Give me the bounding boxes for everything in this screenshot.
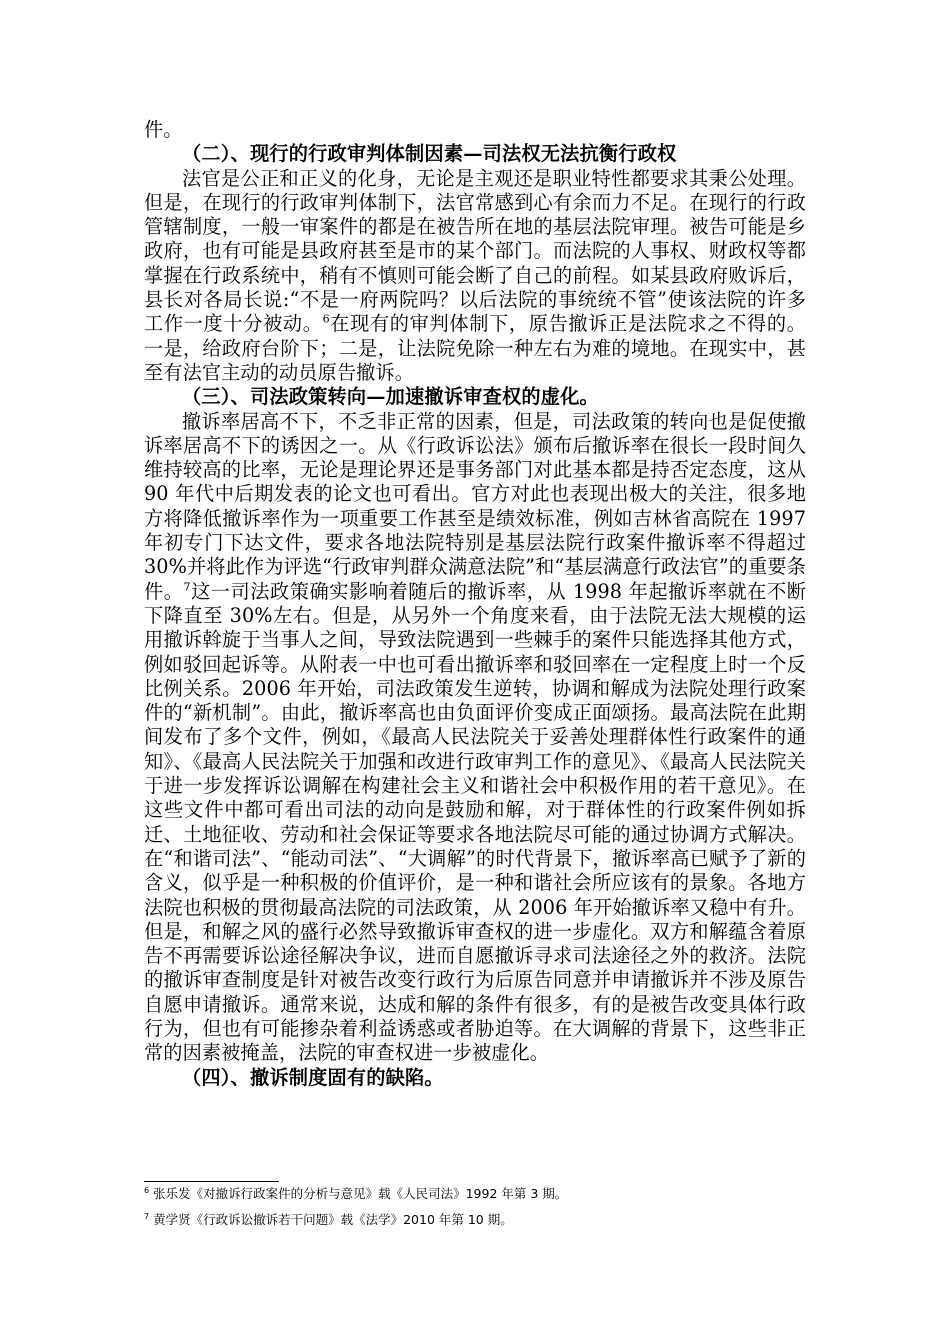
footnote-text: 张乐发《对撤诉行政案件的分析与意见》载《人民司法》1992 年第 3 期。 bbox=[153, 1186, 568, 1201]
document-body bbox=[144, 118, 806, 1090]
footnote-number: 6 bbox=[144, 1185, 150, 1195]
paragraph-text: 撤诉率居高不下，不乏非正常的因素，但是，司法政策的转向也是促使撤诉率居高不下的诱因之一。从《行政诉讼法》颁布后撤诉率在很长一段时间久维持较高的比率，无论是理论界还是事务部门对此基本都是持否定态度，这从 90 年代中后期发表的论文也可看出。官方对此也表现出极大的关注，很多地方将降低撤诉率作为一项重要工作甚至是绩效标准，例如吉林省高院在 1997 年初专门下达文件，要求各地法院特别是基层法院行政案件撤诉率不得超过 30%并将此作为评选“行政审判群众满意法院”和“基层满意行政法官”的重要条件。 bbox=[144, 409, 806, 603]
footnote-number: 7 bbox=[144, 1211, 150, 1221]
continuation-text: 件。 bbox=[144, 118, 183, 141]
section-3-paragraph bbox=[144, 410, 806, 1066]
paragraph-text: 在现有的审判体制下，原告撤诉正是法院求之不得的。一是，给政府台阶下；二是，让法院免除一种左右为难的境地。在现实中，甚至有法官主动的动员原告撤诉。 bbox=[144, 312, 806, 384]
footnote-ref-7[interactable]: 7 bbox=[183, 580, 191, 594]
section-2-paragraph bbox=[144, 167, 806, 386]
footnote-ref-6[interactable]: 6 bbox=[322, 312, 330, 326]
footnote-separator bbox=[144, 1181, 279, 1182]
footnotes bbox=[144, 1181, 806, 1238]
paragraph-text: 这一司法政策确实影响着随后的撤诉率，从 1998 年起撤诉率就在不断下降直至 30%左右。但是，从另外一个角度来看，由于法院无法大规模的运用撤诉斡旋于当事人之间，导致法院遇到一些棘手的案件只能选择其他方式，例如驳回起诉等。从附表一中也可看出撤诉率和驳回率在一定程度上时一个反比例关系。2006 年开始，司法政策发生逆转，协调和解成为法院处理行政案件的“新机制”。由此，撤诉率高也由负面评价变成正面颂扬。最高法院在此期间发布了多个文件，例如，《最高人民法院关于妥善处理群体性行政案件的通知》、《最高人民法院关于加强和改进行政审判工作的意见》、《最高人民法院关于进一步发挥诉讼调解在构建社会主义和谐社会中积极作用的若干意见》。在这些文件中都可看出司法的动向是鼓励和解，对于群体性的行政案件例如拆迁、土地征收、劳动和社会保证等要求各地法院尽可能的通过协调方式解决。在“和谐司法”、“能动司法”、“大调解”的时代背景下，撤诉率高已赋予了新的含义，似乎是一种积极的价值评价，是一种和谐社会所应该有的景象。各地方法院也积极的贯彻最高法院的司法政策，从 2006 年开始撤诉率又稳中有升。但是，和解之风的盛行必然导致撤诉审查权的进一步虚化。双方和解蕴含着原告不再需要诉讼途径解决争议，进而自愿撤诉寻求司法途径之外的救济。法院的撤诉审查制度是针对被告改变行政行为后原告同意并申请撤诉并不涉及原告自愿申请撤诉。通常来说，达成和解的条件有很多，有的是被告改变具体行政行为，但也有可能掺杂着利益诱惑或者胁迫等。在大调解的背景下，这些非正常的因素被掩盖，法院的审查权进一步被虚化。 bbox=[144, 579, 806, 1065]
section-heading-4: （四）、撤诉制度固有的缺陷。 bbox=[182, 1065, 444, 1089]
footnote-7 bbox=[144, 1212, 806, 1228]
section-heading-2: （二）、现行的行政审判体制因素—司法权无法抗衡行政权 bbox=[182, 142, 677, 166]
section-heading-3: （三）、司法政策转向—加速撤诉审查权的虚化。 bbox=[182, 385, 599, 409]
paragraph-text: 法官是公正和正义的化身，无论是主观还是职业特性都要求其秉公处理。但是，在现行的行政审判体制下，法官常感到心有余而力不足。在现行的行政管辖制度，一般一审案件的都是在被告所在地的基层法院审理。被告可能是乡政府，也有可能是县政府甚至是市的某个部门。而法院的人事权、财政权等都掌握在行政系统中，稍有不慎则可能会断了自己的前程。如某县政府败诉后，县长对各局长说:“不是一府两院吗？以后法院的事统统不管”使该法院的许多工作一度十分被动。 bbox=[144, 166, 806, 336]
footnote-text: 黄学贤《行政诉讼撤诉若干问题》载《法学》2010 年第 10 期。 bbox=[153, 1212, 513, 1227]
footnote-6 bbox=[144, 1186, 806, 1202]
